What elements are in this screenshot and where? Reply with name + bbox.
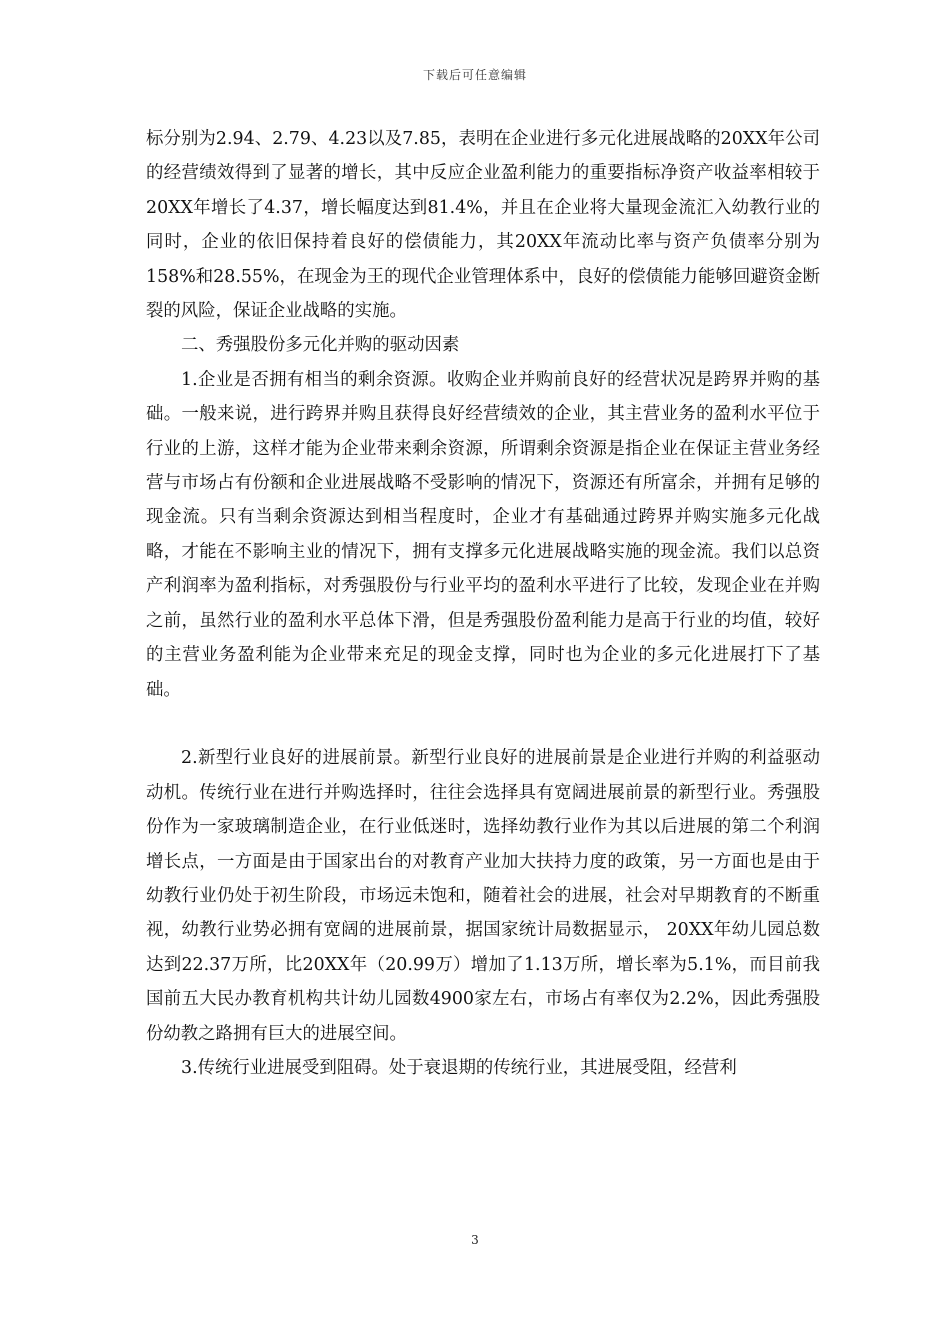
section-heading-drivers: 二、秀强股份多元化并购的驱动因素	[181, 335, 460, 356]
paragraph-surplus-resources: 1.企业是否拥有相当的剩余资源。收购企业并购前良好的经营状况是跨界并购的基础。一般来说，进行跨界并购且获得良好经营绩效的企业，其主营业务的盈利水平位于行业的上游，这样才能为企业带来剩余资源，所谓剩余资源是指企业在保证主营业务经营与市场占有份额和企业进展战略不受影响的情况下，资源还有所富余，并拥有足够的现金流。只有当剩余资源达到相当程度时，企业才有基础通过跨界并购实施多元化战略，才能在不影响主业的情况下，拥有支撑多元化进展战略实施的现金流。我们以总资产利润率为盈利指标，对秀强股份与行业平均的盈利水平进行了比较，发现企业在并购之前，虽然行业的盈利水平总体下滑，但是秀强股份盈利能力是高于行业的均值，较好的主营业务盈利能为企业带来充足的现金支撑，同时也为企业的多元化进展打下了基础。	[146, 369, 820, 700]
page-number: 3	[471, 1233, 479, 1247]
paragraph-traditional-industry: 3.传统行业进展受到阻碍。处于衰退期的传统行业，其进展受阻，经营利	[181, 1057, 737, 1078]
paragraph-spacer	[146, 707, 820, 741]
paragraph-performance-summary: 标分别为2.94、2.79、4.23以及7.85，表明在企业进行多元化进展战略的20XX年公司的经营绩效得到了显著的增长，其中反应企业盈利能力的重要指标净资产收益率相较于20XX年增长了4.37，增长幅度达到81.4%，并且在企业将大量现金流汇入幼教行业的同时，企业的依旧保持着良好的偿债能力，其20XX年流动比率与资产负债率分别为158%和28.55%，在现金为王的现代企业管理体系中，良好的偿债能力能够回避资金断裂的风险，保证企业战略的实施。	[146, 129, 820, 322]
paragraph-emerging-industry: 2.新型行业良好的进展前景。新型行业良好的进展前景是企业进行并购的利益驱动动机。传统行业在进行并购选择时，往往会选择具有宽阔进展前景的新型行业。秀强股份作为一家玻璃制造企业，在行业低迷时，选择幼教行业作为其以后进展的第二个利润增长点，一方面是由于国家出台的对教育产业加大扶持力度的政策，另一方面也是由于幼教行业仍处于初生阶段，市场远未饱和，随着社会的进展，社会对早期教育的不断重视，幼教行业势必拥有宽阔的进展前景，据国家统计局数据显示， 20XX年幼儿园总数达到22.37万所，比20XX年（20.99万）增加了1.13万所，增长率为5.1%，而目前我国前五大民办教育机构共计幼儿园数4900家左右，市场占有率仅为2.2%，因此秀强股份幼教之路拥有巨大的进展空间。	[146, 748, 820, 1044]
document-body	[146, 122, 820, 1085]
page-header: 下载后可任意编辑	[422, 68, 527, 82]
